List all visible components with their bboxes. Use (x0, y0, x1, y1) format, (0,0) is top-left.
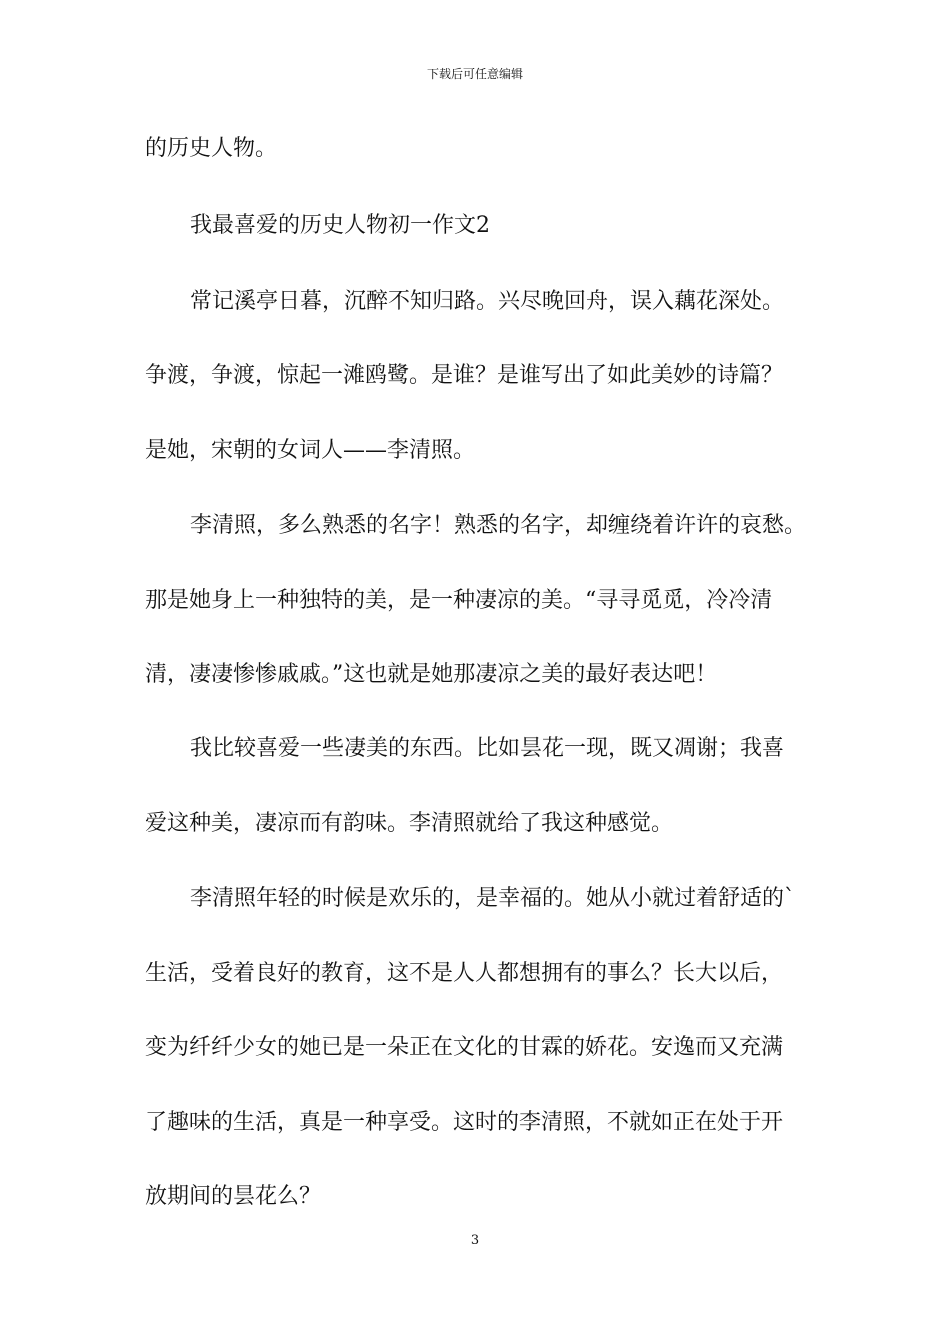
text-line: 我比较喜爱一些凄美的东西。比如昙花一现，既又凋谢；我喜 (190, 736, 785, 761)
text-line: 了趣味的生活，真是一种享受。这时的李清照，不就如正在处于开 (145, 1110, 784, 1135)
text-line: 是她，宋朝的女词人——李清照。 (145, 438, 476, 463)
text-line: 清，凄凄惨惨戚戚。”这也就是她那凄凉之美的最好表达吧！ (145, 662, 718, 687)
text-line: 爱这种美，凄凉而有韵味。李清照就给了我这种感觉。 (145, 811, 674, 836)
text-line: 李清照，多么熟悉的名字！熟悉的名字，却缠绕着许许的哀愁。 (190, 513, 807, 538)
text-line: 李清照年轻的时候是欢乐的，是幸福的。她从小就过着舒适的` (190, 886, 796, 911)
section-heading: 我最喜爱的历史人物初一作文2 (190, 213, 490, 238)
page-number: 3 (470, 1233, 480, 1248)
text-line: 常记溪亭日暮，沉醉不知归路。兴尽晚回舟，误入藕花深处。 (190, 289, 785, 314)
text-line: 那是她身上一种独特的美，是一种凄凉的美。“寻寻觅觅，冷冷清 (145, 588, 773, 613)
text-line: 放期间的昙花么？ (145, 1184, 322, 1209)
text-line: 争渡，争渡，惊起一滩鸥鹭。是谁？是谁写出了如此美妙的诗篇？ (145, 363, 784, 388)
text-line: 变为纤纤少女的她已是一朵正在文化的甘霖的娇花。安逸而又充满 (145, 1035, 784, 1060)
text-line: 生活，受着良好的教育，这不是人人都想拥有的事么？长大以后， (145, 961, 784, 986)
page-header: 下载后可任意编辑 (426, 67, 523, 81)
text-line: 的历史人物。 (145, 136, 278, 161)
